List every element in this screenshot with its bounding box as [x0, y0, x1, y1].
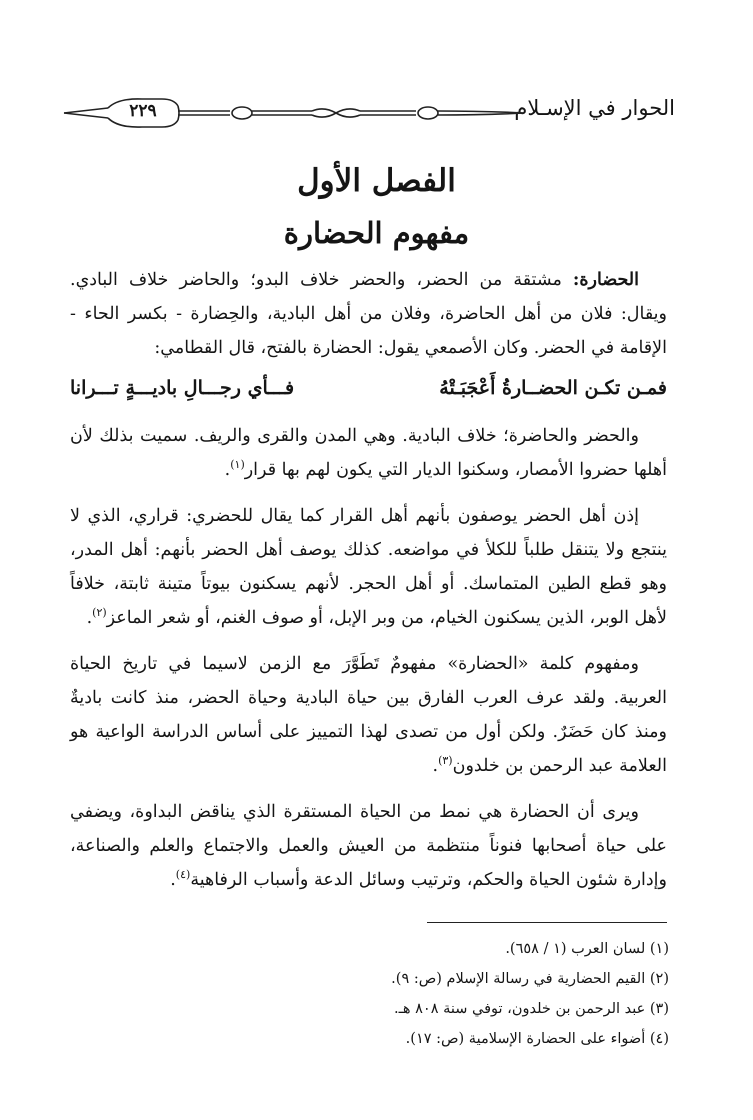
running-title: الحوار في الإسـلام [514, 96, 675, 120]
footnote-item: (٣) عبد الرحمن بن خلدون، توفي سنة ٨٠٨ هـ. [394, 1001, 669, 1017]
paragraph-ibn-khaldun-view [70, 795, 667, 897]
footnote-ref: (٢) [92, 606, 107, 620]
footnote-ref: (١) [230, 458, 245, 472]
paragraph-definition [70, 263, 667, 365]
paragraph-text: ويرى أن الحضارة هي نمط من الحياة المستقرة الذي يناقض البداوة، ويضفي على حياة أصحابها فنوناً منتظمة من العيش والعمل والاجتماع والعلم والصناعة، وإدارة شئون الحياة والحكم، وترتيب وسائل الدعة وأسباب الرفاهية [70, 802, 667, 890]
footnote-item: (٤) أضواء على الحضارة الإسلامية (ص: ١٧). [405, 1031, 669, 1047]
section-title: مفهوم الحضارة [283, 216, 470, 250]
footnote-ref: (٣) [438, 754, 453, 768]
paragraph-text: والحضر والحاضرة؛ خلاف البادية. وهي المدن والقرى والريف. سميت بذلك لأن أهلها حضروا الأمصار، وسكنوا الديار التي يكون لهم بها قرار [70, 426, 667, 480]
page-number: ٢٢٩ [129, 101, 157, 121]
term-label: الحضارة: [572, 270, 639, 290]
footnote-item: (٢) القيم الحضارية في رسالة الإسلام (ص: ٩). [391, 971, 669, 987]
paragraph-text: مشتقة من الحضر، والحضر خلاف البدو؛ والحاضر خلاف البادي. ويقال: فلان من أهل الحاضرة، وفلان من أهل البادية، والحِضارة - بكسر الحاء - الإقامة في الحضر. وكان الأصمعي يقول: الحضارة بالفتح، قال القطامي: [70, 270, 667, 358]
paragraph-text: إذن أهل الحضر يوصفون بأنهم أهل القرار كما يقال للحضري: قراري، الذي لا ينتجع ولا يتنقل طلباً للكلأ في مواضعه. كذلك يوصف أهل الحضر بأنهم: أهل المدر، وهو قطع الطين المتماسك. أو أهل الحجر. لأنهم يسكنون بيوتاً متينة ثابتة، خلافاً لأهل الوبر، الذين يسكنون الخيام، من وبر الإبل، أو صوف الغنم، أو شعر الماعز [70, 506, 667, 628]
footnotes-list [80, 934, 669, 1054]
paragraph-hadar [70, 419, 667, 487]
paragraph-end: . [170, 870, 176, 890]
paragraph-text: ومفهوم كلمة «الحضارة» مفهومٌ تَطَوَّرَ مع الزمن لاسيما في تاريخ الحياة العربية. ولقد عرف العرب الفارق بين حياة البادية وحياة الحضر، منذ كانت باديةٌ ومنذ كان حَضَرٌ. ولكن أول من تصدى لهذا التمييز على أساس الدراسة الواعية هو العلامة عبد الرحمن بن خلدون [70, 654, 667, 776]
body-text [70, 263, 667, 897]
paragraph-ahl-alhadar [70, 499, 667, 635]
poetry-verse [70, 371, 667, 405]
paragraph-end: . [86, 608, 93, 628]
footnote-separator [427, 922, 667, 923]
footnote-item: (١) لسان العرب (١ / ٦٥٨). [505, 941, 669, 957]
paragraph-end: . [224, 460, 231, 480]
footnote-ref: (٤) [175, 868, 191, 882]
verse-second-hemistich: فـــأي رجـــالِ باديـــةٍ تـــرانا [70, 377, 295, 399]
chapter-title: الفصل الأول [297, 163, 456, 199]
paragraph-concept [70, 647, 667, 783]
verse-first-hemistich: فمـن تكـن الحضــارةُ أَعْجَبَـتْهُ [439, 377, 667, 399]
paragraph-end: . [432, 756, 439, 776]
